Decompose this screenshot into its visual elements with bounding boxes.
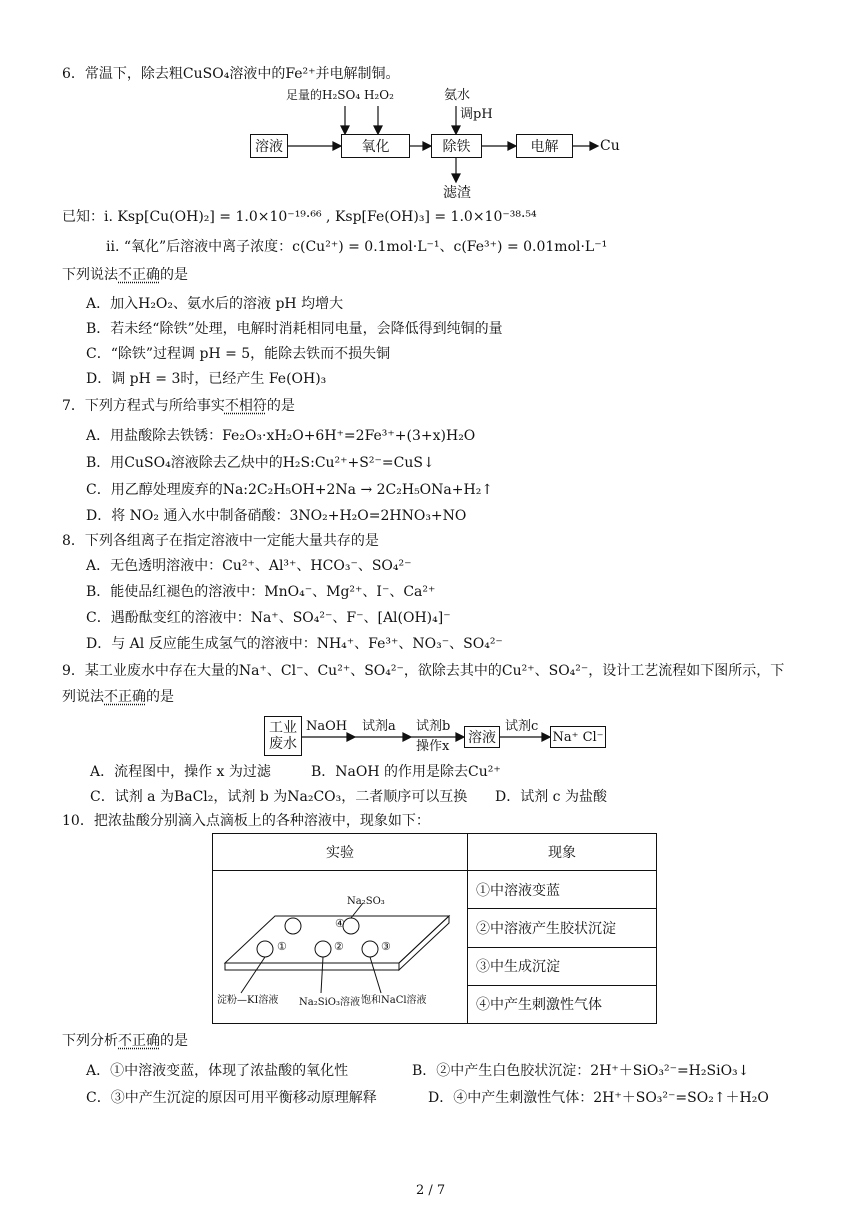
q10-obs-4: ④中产生刺激性气体 bbox=[468, 985, 657, 1023]
q9-step-naoh: NaOH bbox=[306, 719, 348, 734]
fig-label-na2so3: Na₂SO₃ bbox=[347, 896, 385, 907]
q6-box-electrolysis: 电解 bbox=[516, 134, 573, 158]
q6-ask: 下列说法不正确的是 bbox=[62, 267, 188, 283]
fig-num-3: ③ bbox=[381, 940, 391, 953]
q10-option-d: D．④中产生刺激性气体：2H⁺＋SO₃²⁻=SO₂↑＋H₂O bbox=[428, 1090, 769, 1106]
q8-option-a: A．无色透明溶液中：Cu²⁺、Al³⁺、HCO₃⁻、SO₄²⁻ bbox=[86, 558, 412, 574]
q8-option-d: D．与 Al 反应能生成氢气的溶液中：NH₄⁺、Fe³⁺、NO₃⁻、SO₄²⁻ bbox=[86, 636, 503, 652]
q9-option-d: D．试剂 c 为盐酸 bbox=[495, 789, 607, 805]
q10-experiment-table bbox=[212, 833, 657, 1024]
q8-option-c: C．遇酚酞变红的溶液中：Na⁺、SO₄²⁻、F⁻、[Al(OH)₄]⁻ bbox=[86, 610, 451, 626]
q6-residue: 滤渣 bbox=[443, 185, 471, 201]
q6-option-c: C．“除铁”过程调 pH = 5，能除去铁而不损失铜 bbox=[86, 346, 391, 362]
fig-num-1: ① bbox=[277, 940, 287, 953]
page-number: 2 / 7 bbox=[416, 1183, 446, 1198]
q7-stem: 7．下列方程式与所给事实不相符的是 bbox=[62, 398, 295, 414]
q7-option-b: B．用CuSO₄溶液除去乙炔中的H₂S:Cu²⁺+S²⁻=CuS↓ bbox=[86, 455, 435, 471]
q6-option-b: B．若未经“除铁”处理，电解时消耗相同电量，会降低得到纯铜的量 bbox=[86, 321, 503, 337]
q10-obs-1: ①中溶液变蓝 bbox=[468, 871, 657, 909]
q7-option-c: C．用乙醇处理废弃的Na:2C₂H₅OH+2Na → 2C₂H₅ONa+H₂↑ bbox=[86, 482, 494, 498]
q6-box-solution: 溶液 bbox=[250, 134, 288, 158]
q9-stem-line1: 9．某工业废水中存在大量的Na⁺、Cl⁻、Cu²⁺、SO₄²⁻，欲除去其中的Cu²⁺、SO₄²⁻，设计工艺流程如下图所示，下 bbox=[62, 663, 785, 679]
q9-step-operation-x: 操作x bbox=[416, 739, 450, 754]
q10-stem: 10．把浓盐酸分别滴入点滴板上的各种溶液中，现象如下： bbox=[62, 813, 430, 829]
q9-stem-line2: 列说法不正确的是 bbox=[62, 689, 174, 705]
q9-option-a: A．流程图中，操作 x 为过滤 bbox=[90, 764, 271, 780]
q8-option-b: B．能使品红褪色的溶液中：MnO₄⁻、Mg²⁺、I⁻、Ca²⁺ bbox=[86, 584, 436, 600]
q10-ask-emph: 不正确 bbox=[118, 1033, 160, 1049]
q10-figure-cell bbox=[213, 871, 468, 1024]
q9-option-b: B．NaOH 的作用是除去Cu²⁺ bbox=[311, 764, 501, 780]
q9-box-wastewater: 工业 废水 bbox=[264, 716, 302, 756]
fig-num-2: ② bbox=[334, 940, 344, 953]
q9-stem-emph: 不正确 bbox=[104, 689, 146, 705]
fig-label-na2sio3: Na₂SiO₃溶液 bbox=[299, 997, 360, 1008]
q7-option-a: A．用盐酸除去铁锈：Fe₂O₃·xH₂O+6H⁺=2Fe³⁺+(3+x)H₂O bbox=[86, 428, 476, 444]
q6-option-d: D．调 pH = 3时，已经产生 Fe(OH)₃ bbox=[86, 371, 327, 387]
q9-step-reagent-b: 试剂b bbox=[416, 719, 451, 734]
q9-box-solution: 溶液 bbox=[464, 726, 500, 748]
q10-col-phenomenon: 现象 bbox=[468, 834, 657, 871]
q10-option-c: C．③中产生沉淀的原因可用平衡移动原理解释 bbox=[86, 1090, 377, 1106]
q7-option-d: D．将 NO₂ 通入水中制备硝酸：3NO₂+H₂O=2HNO₃+NO bbox=[86, 508, 467, 524]
q10-obs-3: ③中生成沉淀 bbox=[468, 947, 657, 985]
q9-step-reagent-a: 试剂a bbox=[362, 719, 396, 734]
q9-box-product: Na⁺ Cl⁻ bbox=[550, 726, 606, 748]
q6-box-remove-iron: 除铁 bbox=[431, 134, 482, 158]
q6-oxidant-label: 足量的H₂SO₄ H₂O₂ bbox=[286, 88, 394, 102]
q8-stem: 8．下列各组离子在指定溶液中一定能大量共存的是 bbox=[62, 533, 379, 549]
q10-col-experiment: 实验 bbox=[213, 834, 468, 871]
q6-stem: 6．常温下，除去粗CuSO₄溶液中的Fe²⁺并电解制铜。 bbox=[62, 66, 400, 82]
fig-label-nacl: 饱和NaCl溶液 bbox=[361, 995, 427, 1006]
q7-stem-emph: 不相符 bbox=[224, 398, 267, 414]
q6-box-oxidize: 氧化 bbox=[341, 134, 410, 158]
q6-product-cu: Cu bbox=[600, 138, 620, 154]
q10-option-a: A．①中溶液变蓝，体现了浓盐酸的氧化性 bbox=[86, 1063, 349, 1079]
q6-ammonia-label: 氨水 bbox=[444, 88, 471, 103]
q6-known-2: ii. “氧化”后溶液中离子浓度：c(Cu²⁺) = 0.1mol·L⁻¹、c(Fe³⁺) = 0.01mol·L⁻¹ bbox=[106, 239, 608, 255]
fig-label-ki: 淀粉—KI溶液 bbox=[217, 995, 279, 1006]
fig-num-4: ④ bbox=[335, 917, 345, 930]
q6-adjust-ph-label: 调pH bbox=[460, 107, 493, 122]
q6-ask-emph: 不正确 bbox=[118, 267, 160, 283]
q10-ask: 下列分析不正确的是 bbox=[62, 1033, 188, 1049]
q10-option-b: B．②中产生白色胶状沉淀：2H⁺＋SiO₃²⁻=H₂SiO₃↓ bbox=[412, 1063, 750, 1079]
q9-step-reagent-c: 试剂c bbox=[505, 719, 539, 734]
q10-obs-2: ②中溶液产生胶状沉淀 bbox=[468, 909, 657, 947]
q6-option-a: A．加入H₂O₂、氨水后的溶液 pH 均增大 bbox=[86, 296, 344, 312]
q6-known-1: 已知：i. Ksp[Cu(OH)₂] = 1.0×10⁻¹⁹·⁶⁶ , Ksp[Fe(OH)₃] = 1.0×10⁻³⁸·⁵⁴ bbox=[62, 209, 537, 225]
q9-option-c: C．试剂 a 为BaCl₂，试剂 b 为Na₂CO₃，二者顺序可以互换 bbox=[90, 789, 468, 805]
